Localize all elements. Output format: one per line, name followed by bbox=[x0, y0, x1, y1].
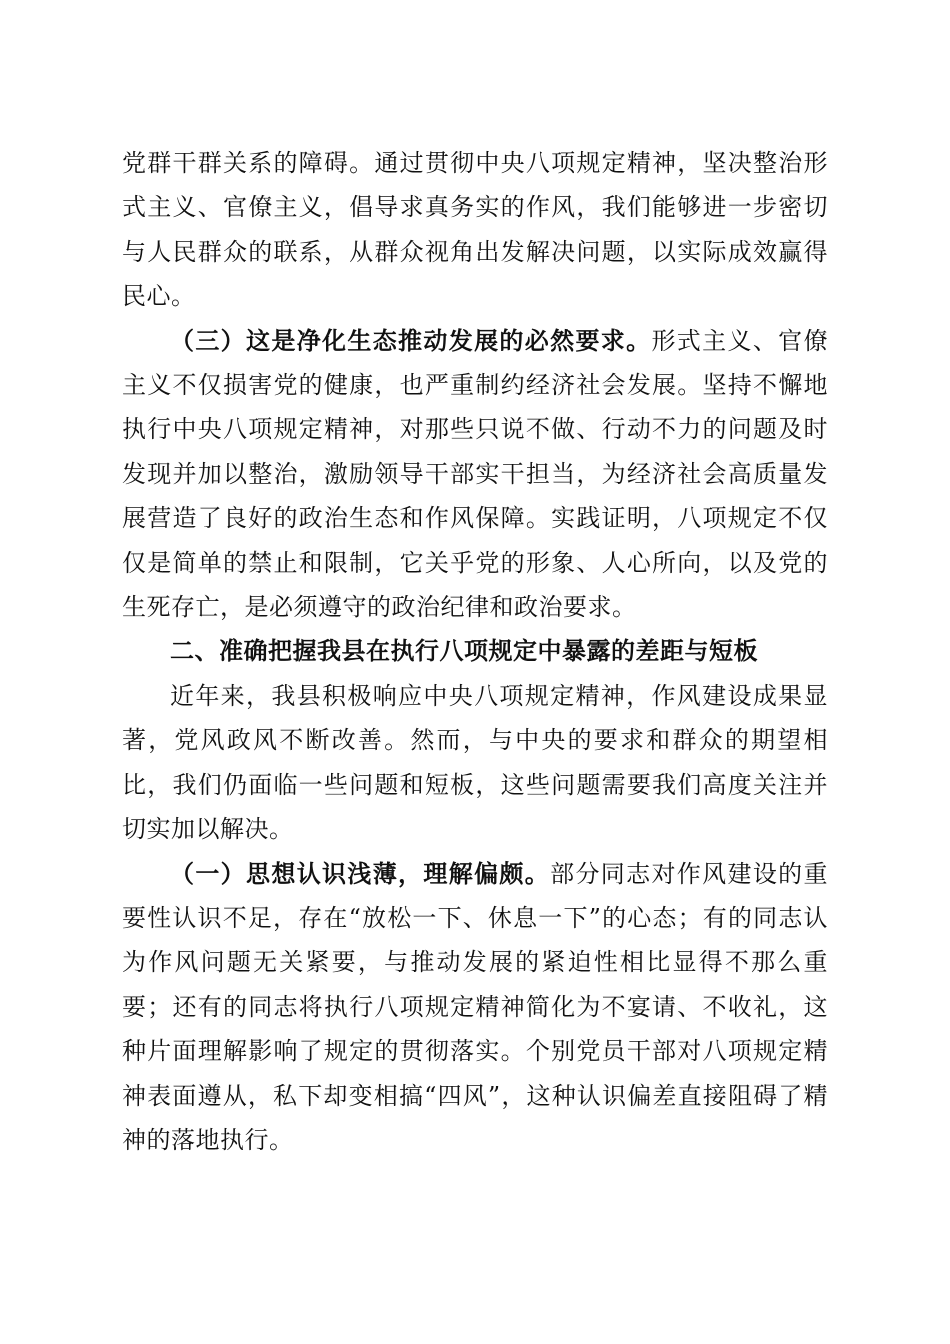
document-page bbox=[122, 141, 828, 1162]
section-three-text: 形式主义、官僚主义不仅损害党的健康，也严重制约经济社会发展。坚持不懈地执行中央八项规定精神，对那些只说不做、行动不力的问题及时发现并加以整治，激励领导干部实干担当，为经济社会高质量发展营造了良好的政治生态和作风保障。实践证明，八项规定不仅仅是简单的禁止和限制，它关乎党的形象、人心所向，以及党的生死存亡，是必须遵守的政治纪律和政治要求。 bbox=[122, 326, 829, 622]
paragraph-subsection-one bbox=[122, 852, 828, 1163]
section-heading-two: 二、准确把握我县在执行八项规定中暴露的差距与短板 bbox=[170, 637, 758, 666]
subsection-one-text: 部分同志对作风建设的重要性认识不足，存在“放松一下、休息一下”的心态；有的同志认为作风问题无关紧要，与推动发展的紧迫性相比显得不那么重要；还有的同志将执行八项规定精神简化为不宴请、不收礼，这种片面理解影响了规定的贯彻落实。个别党员干部对八项规定精神表面遵从，私下却变相搞“四风”，这种认识偏差直接阻碍了精神的落地执行。 bbox=[122, 859, 829, 1154]
paragraph-section-three bbox=[122, 319, 828, 630]
subsection-one-lead: （一）思想认识浅薄，理解偏颇。 bbox=[170, 859, 551, 888]
paragraph-continuation: 党群干群关系的障碍。通过贯彻中央八项规定精神，坚决整治形式主义、官僚主义，倡导求真务实的作风，我们能够进一步密切与人民群众的联系，从群众视角出发解决问题，以实际成效赢得民心。 bbox=[122, 149, 828, 311]
section-three-lead: （三）这是净化生态推动发展的必然要求。 bbox=[170, 326, 652, 355]
paragraph-intro: 近年来，我县积极响应中央八项规定精神，作风建设成果显著，党风政风不断改善。然而，与中央的要求和群众的期望相比，我们仍面临一些问题和短板，这些问题需要我们高度关注并切实加以解决。 bbox=[122, 681, 828, 844]
